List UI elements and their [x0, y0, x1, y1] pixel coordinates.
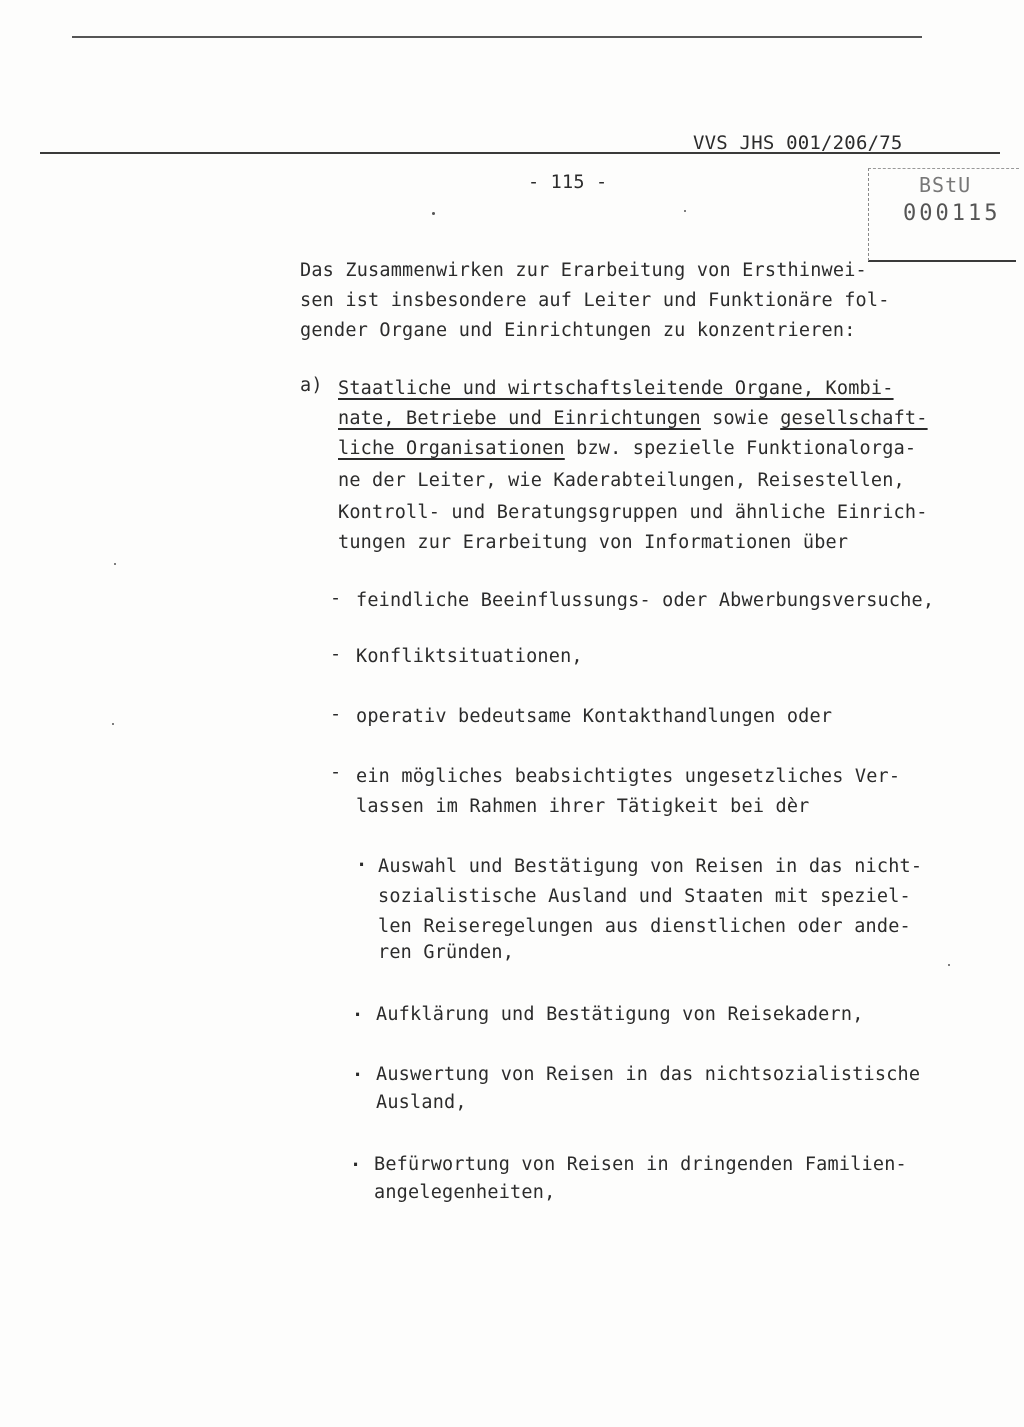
scan-speck — [112, 723, 114, 725]
dash-item-line: feindliche Beeinflussungs- oder Abwerbungsversuche, — [356, 590, 935, 611]
dash-item-line: lassen im Rahmen ihrer Tätigkeit bei dèr — [356, 796, 810, 817]
scan-speck — [684, 210, 686, 212]
bullet-marker: . — [350, 1150, 362, 1171]
underlined-phrase: liche Organisationen — [338, 438, 565, 459]
bullet-item-line: angelegenheiten, — [374, 1182, 556, 1203]
scan-speck — [432, 212, 435, 215]
archive-stamp — [868, 168, 1019, 261]
item-a-line — [338, 438, 916, 459]
plain-phrase: bzw. spezielle Funktionalorga- — [564, 438, 917, 459]
bullet-item-line: ren Gründen, — [378, 942, 515, 963]
item-a-line: Staatliche und wirtschaftsleitende Organe, Kombi- — [338, 378, 894, 399]
dash-marker: - — [330, 704, 342, 725]
intro-line: Das Zusammenwirken zur Erarbeitung von Ersthinwei- — [300, 260, 867, 281]
page-number: - 115 - — [528, 172, 608, 193]
scan-speck — [948, 964, 950, 966]
bullet-item-line: Auswertung von Reisen in das nichtsozialistische — [376, 1064, 921, 1085]
item-a-line: tungen zur Erarbeitung von Informationen über — [338, 532, 849, 553]
item-a-line — [338, 408, 928, 429]
bullet-marker: . — [352, 1060, 364, 1081]
dash-item-line: Konfliktsituationen, — [356, 646, 583, 667]
item-a-marker: a) — [300, 375, 323, 396]
dash-item-line: ein mögliches beabsichtigtes ungesetzliches Ver- — [356, 766, 901, 787]
underlined-phrase: gesellschaft- — [780, 408, 928, 429]
stamp-archive-number: 000115 — [903, 201, 1001, 226]
stamp-archive-name: BStU — [919, 173, 972, 197]
bullet-marker: . — [352, 1000, 364, 1021]
bullet-item-line: Ausland, — [376, 1092, 467, 1113]
bullet-marker: . — [356, 850, 368, 871]
dash-item-line: operativ bedeutsame Kontakthandlungen oder — [356, 706, 833, 727]
top-edge-rule — [72, 36, 922, 38]
scan-speck — [114, 563, 116, 565]
item-a-line: Kontroll- und Beratungsgruppen und ähnliche Einrich- — [338, 502, 928, 523]
item-a-line: ne der Leiter, wie Kaderabteilungen, Reisestellen, — [338, 470, 905, 491]
dash-marker: - — [330, 588, 342, 609]
dash-marker: - — [330, 762, 342, 783]
plain-phrase: sowie — [700, 408, 781, 429]
intro-line: gender Organe und Einrichtungen zu konzentrieren: — [300, 320, 856, 341]
underlined-phrase: nate, Betriebe und Einrichtungen — [338, 408, 701, 429]
document-reference: VVS JHS 001/206/75 — [693, 132, 903, 154]
intro-line: sen ist insbesondere auf Leiter und Funktionäre fol- — [300, 290, 890, 311]
bullet-item-line: Auswahl und Bestätigung von Reisen in das nicht- — [378, 856, 923, 877]
bullet-item-line: sozialistische Ausland und Staaten mit speziel- — [378, 886, 911, 907]
dash-marker: - — [330, 644, 342, 665]
bullet-item-line: Aufklärung und Bestätigung von Reisekadern, — [376, 1004, 864, 1025]
bullet-item-line: Befürwortung von Reisen in dringenden Familien- — [374, 1154, 907, 1175]
bullet-item-line: len Reiseregelungen aus dienstlichen oder ande- — [378, 916, 911, 937]
